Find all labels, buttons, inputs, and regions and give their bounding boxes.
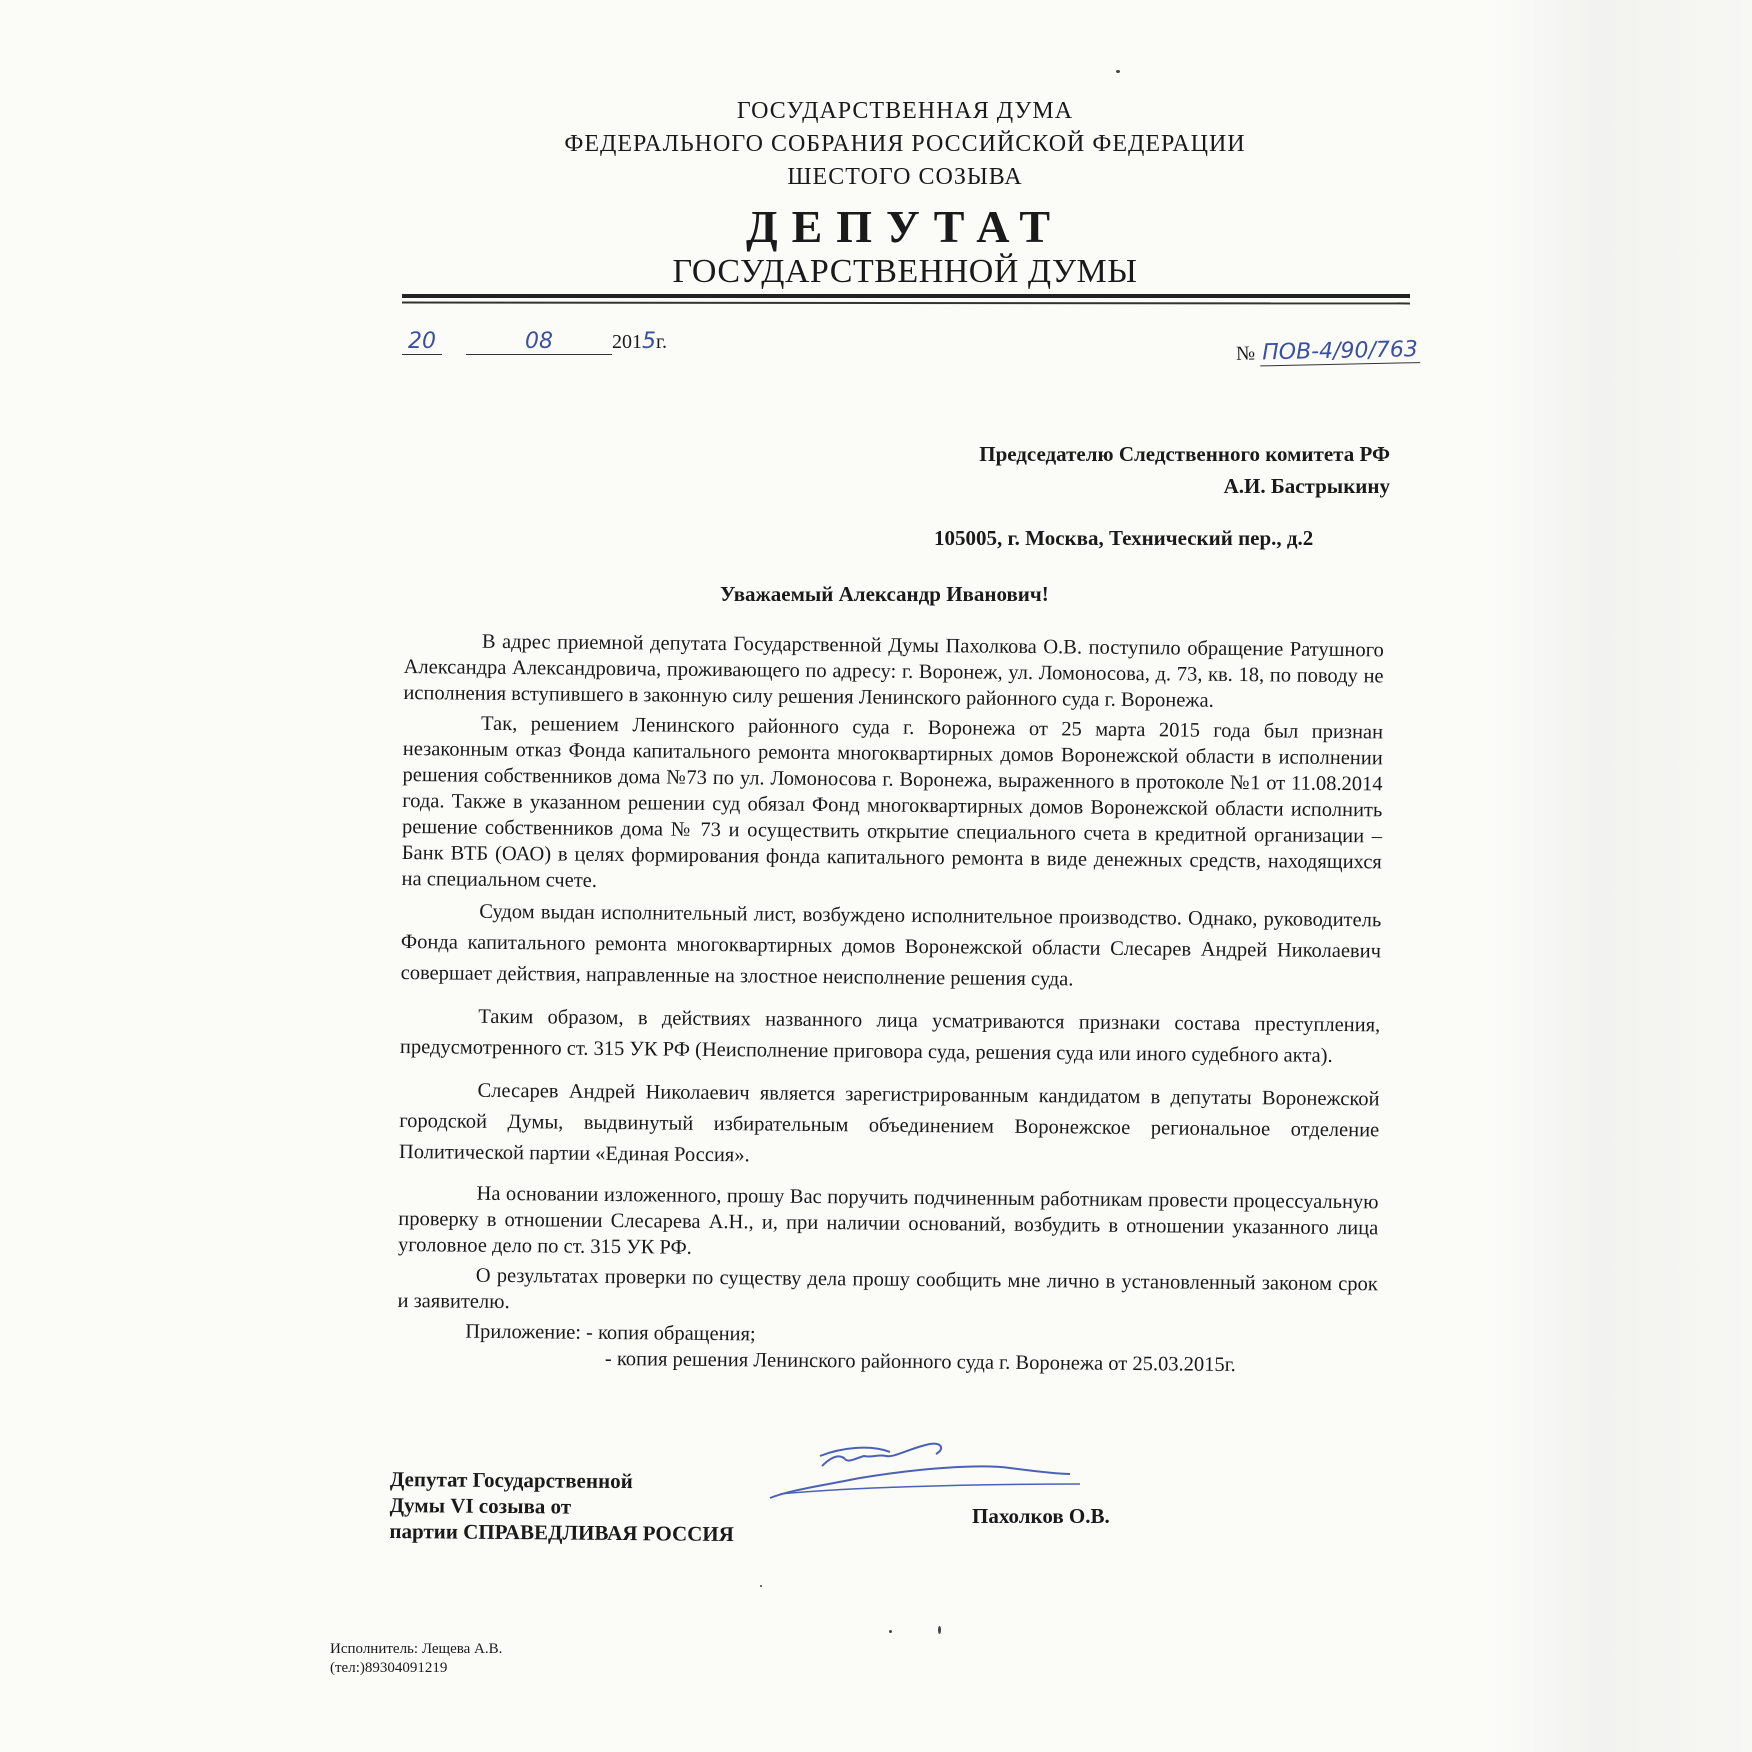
paragraph-3: Судом выдан исполнительный лист, возбуждено исполнительное производство. Однако, руководитель Фонда капитального ремонта многоквартирных домов Воронежской области Слесарев Андрей Николаевич совершает действия, направленные на злостное неисполнение решения суда.: [400, 900, 1382, 991]
registration-number-label: №: [1235, 342, 1256, 365]
paragraph-7: О результатах проверки по существу дела прошу сообщить мне лично в установленный законом срок и заявителю.: [397, 1264, 1378, 1314]
attachment-item-2: - копия решения Ленинского районного суда г. Воронежа от 25.03.2015г.: [604, 1347, 1236, 1377]
signatory-position-line-3: партии СПРАВЕДЛИВАЯ РОССИЯ: [389, 1518, 734, 1547]
addressee-line-1: Председателю Следственного комитета РФ: [979, 442, 1390, 466]
addressee-block: [979, 438, 1390, 502]
signatory-position: [389, 1466, 734, 1547]
letterhead-line-1: ГОСУДАРСТВЕННАЯ ДУМА: [736, 98, 1074, 124]
addressee-address: 105005, г. Москва, Технический пер., д.2: [934, 526, 1314, 550]
date-year-tail: г.: [656, 331, 667, 353]
letterhead-title: ДЕПУТАТ: [745, 201, 1065, 252]
document-date: [402, 330, 667, 355]
salutation: Уважаемый Александр Иванович!: [720, 582, 1049, 606]
scan-speck: [1116, 70, 1120, 73]
registration-number: [1236, 338, 1421, 367]
letterhead-subtitle: ГОСУДАРСТВЕННОЙ ДУМЫ: [672, 253, 1138, 290]
letterhead: [400, 95, 1410, 292]
date-year-prefix: 201: [612, 331, 642, 353]
executor-name: Исполнитель: Лещева А.В.: [330, 1641, 503, 1657]
registration-number-value: ПОВ-4/90/763: [1260, 338, 1420, 366]
scan-speck: [889, 1630, 892, 1633]
scan-shadow-edge: [1492, 0, 1752, 1752]
paragraph-1: В адрес приемной депутата Государственной Думы Пахолкова О.В. поступило обращение Ратушного Александра Александровича, проживающего по адресу: г. Воронеж, ул. Ломоносова, д. 73, кв. 18, по поводу не исполнения вступившего в законную силу решения Ленинского районного суда г. Воронежа.: [403, 630, 1384, 712]
paragraph-2: Так, решением Ленинского районного суда г. Воронежа от 25 марта 2015 года был признан незаконным отказ Фонда капитального ремонта многоквартирных домов Воронежской области в исполнении решения собственников дома №73 по ул. Ломоносова г. Воронежа, выраженного в протоколе №1 от 11.08.2014 года. Также в указанном решении суд обязал Фонд многоквартирных домов Воронежской области исполнить решение собственников дома № 73 и осуществить открытие специального счета в кредитной организации – Банк ВТБ (ОАО) в целях формирования фонда капитального ремонта в виде денежных средств, находящихся на специальном счете.: [401, 712, 1384, 892]
attachment-item-1: - копия обращения;: [585, 1321, 756, 1346]
executor-info: [330, 1640, 502, 1678]
attachments-label: Приложение:: [465, 1320, 582, 1344]
letterhead-rule-thin: [402, 302, 1410, 305]
paragraph-5: Слесарев Андрей Николаевич является зарегистрированным кандидатом в депутаты Воронежской городской Думы, выдвинутый избирательным объединением Воронежское региональное отделение Политической партии «Единая Россия».: [398, 1079, 1380, 1167]
date-year-suffix: 5: [642, 329, 656, 354]
signatory-position-line-1: Депутат Государственной: [389, 1467, 633, 1494]
scan-speck: [938, 1626, 941, 1634]
signatory-position-line-2: Думы VI созыва от: [389, 1492, 572, 1519]
date-month: 08: [466, 330, 612, 355]
executor-phone: (тел:)89304091219: [330, 1660, 448, 1676]
letter-body: [397, 628, 1384, 1379]
handwritten-signature: [760, 1428, 1090, 1508]
letterhead-rule-thick: [402, 294, 1410, 298]
signatory-name: Пахолков О.В.: [972, 1504, 1110, 1528]
addressee-line-2: А.И. Бастрыкину: [1223, 474, 1390, 498]
letterhead-line-2: ФЕДЕРАЛЬНОГО СОБРАНИЯ РОССИЙСКОЙ ФЕДЕРАЦИИ: [564, 131, 1246, 157]
scan-speck: [760, 1585, 762, 1587]
paragraph-6: На основании изложенного, прошу Вас поручить подчиненным работникам провести процессуальную проверку в отношении Слесарева А.Н., и, при наличии оснований, возбудить в отношении указанного лица уголовное дело по ст. 315 УК РФ.: [397, 1182, 1379, 1259]
letterhead-line-3: ШЕСТОГО СОЗЫВА: [787, 164, 1023, 190]
date-day: 20: [402, 330, 442, 355]
paragraph-4: Таким образом, в действиях названного лица усматриваются признаки состава преступления, предусмотренного ст. 315 УК РФ (Неисполнение приговора суда, решения суда или иного судебного акта).: [399, 1005, 1381, 1067]
